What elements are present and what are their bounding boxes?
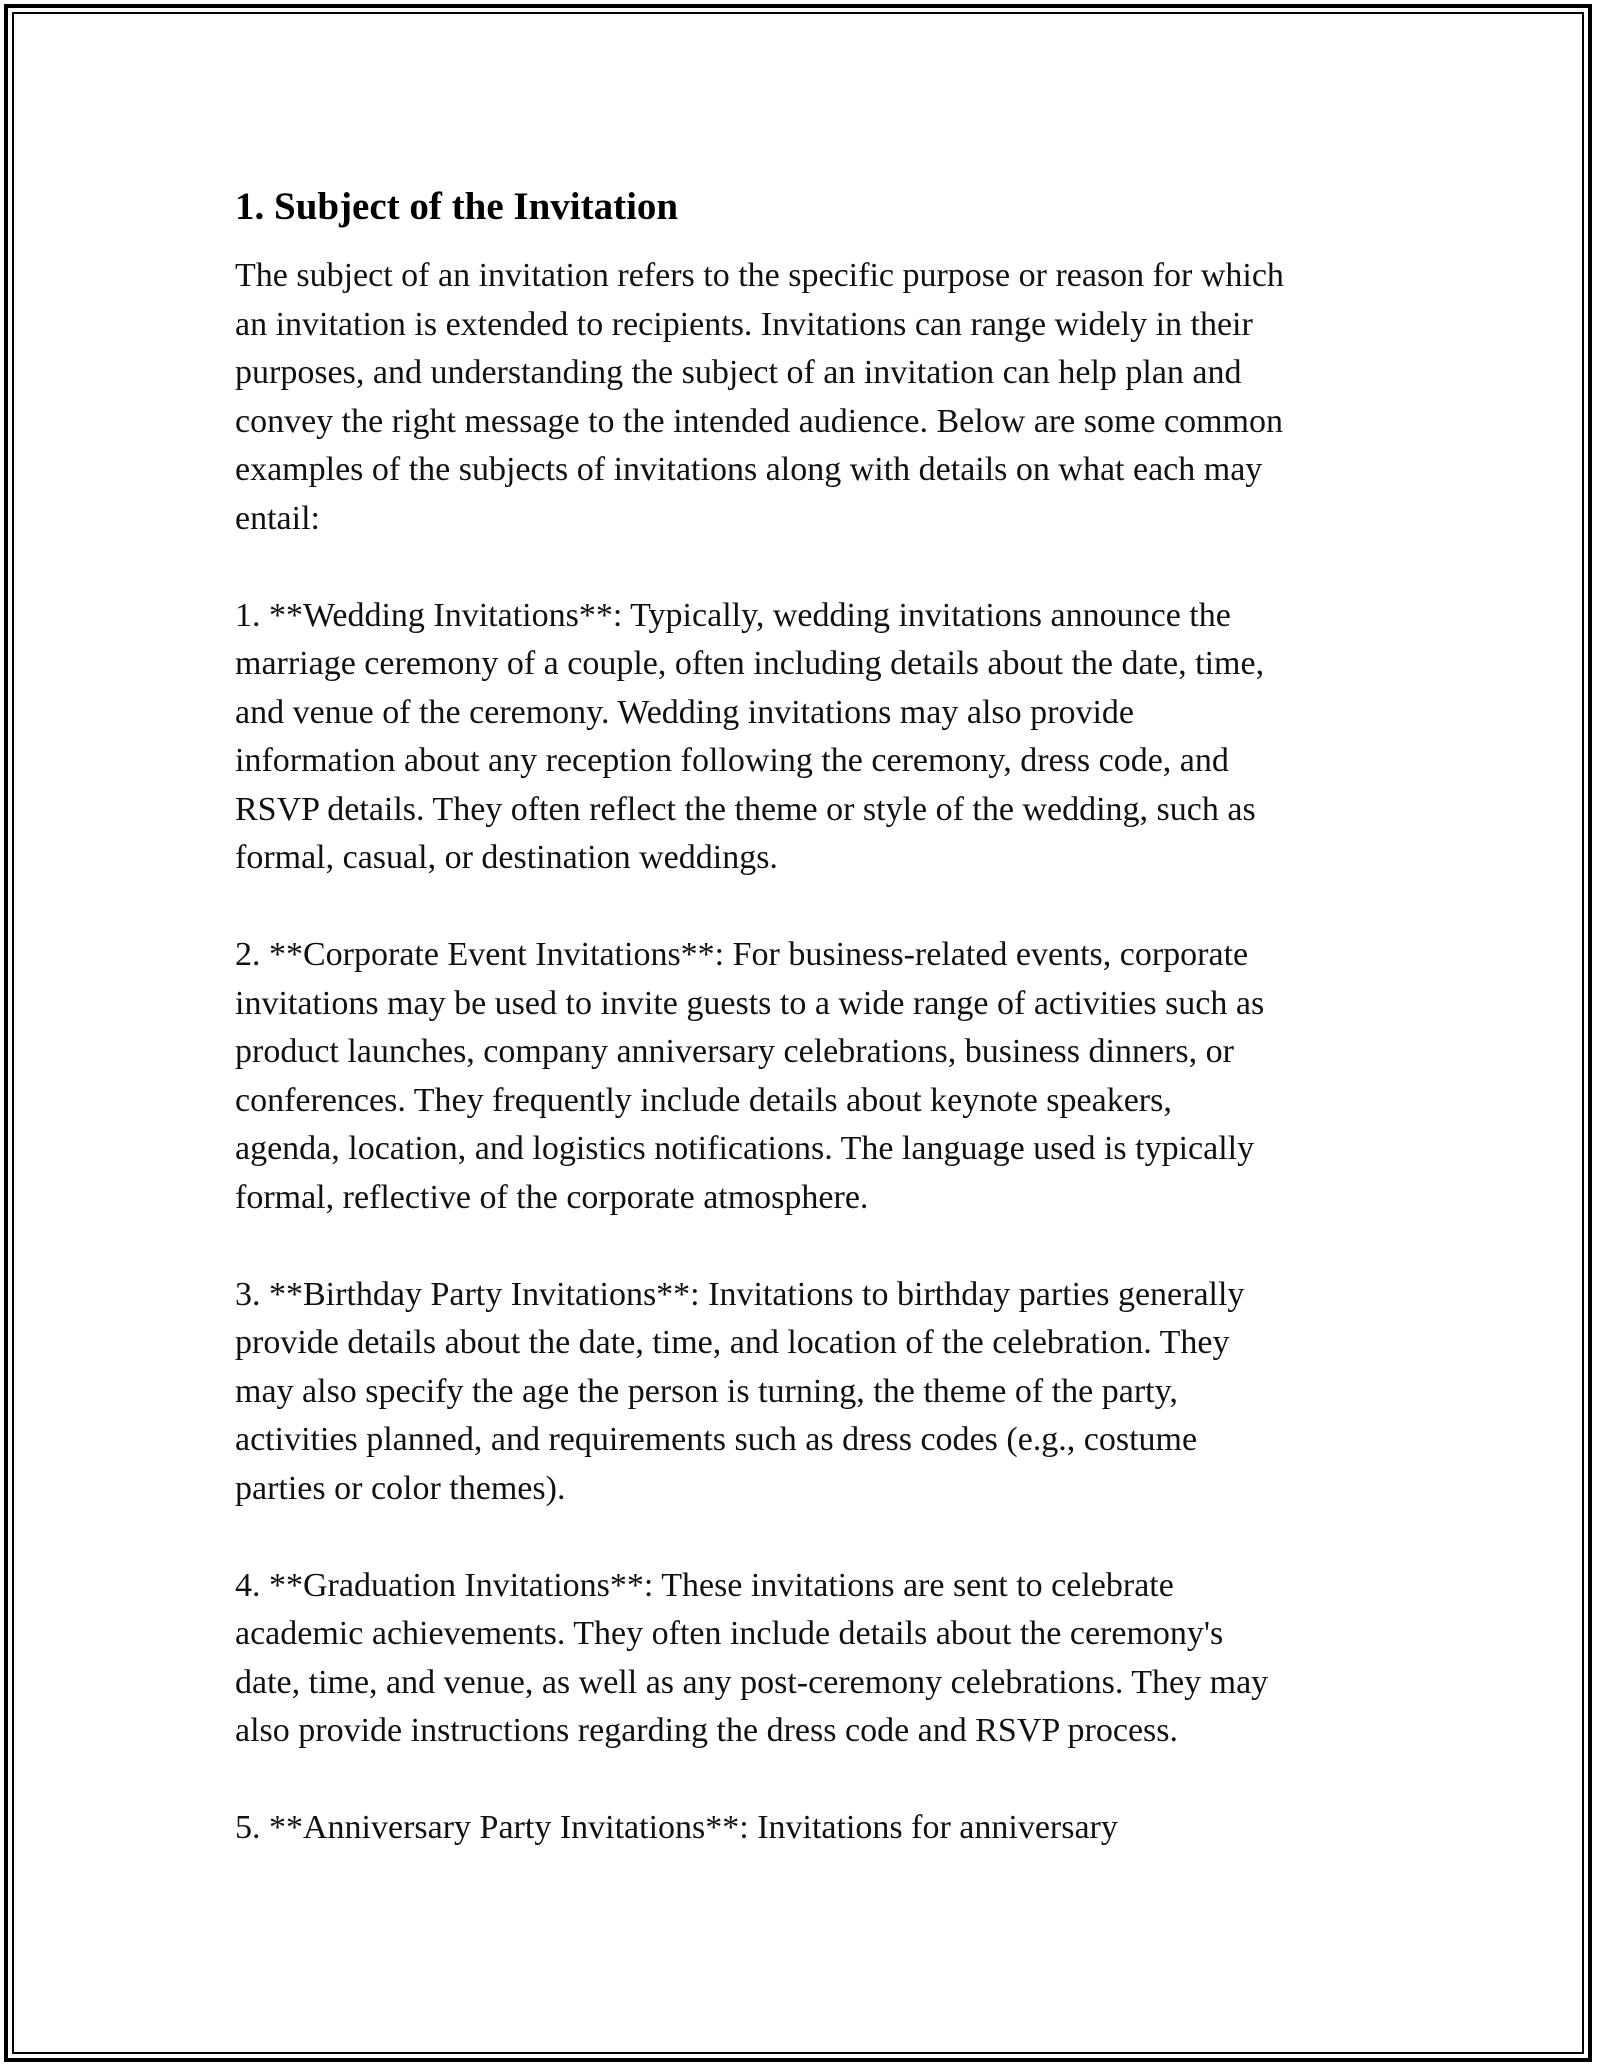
text-line: 4. **Graduation Invitations**: These invitations are sent to celebrate: [235, 1566, 1174, 1604]
text-line: convey the right message to the intended audience. Below are some common: [235, 402, 1284, 440]
text-line: academic achievements. They often include details about the ceremony's: [235, 1615, 1224, 1652]
text-line: invitations may be used to invite guests to a wide range of activities such as: [235, 984, 1265, 1022]
text-line: also provide instructions regarding the dress code and RSVP process.: [235, 1712, 1179, 1749]
text-line: parties or color themes).: [235, 1469, 566, 1507]
list-item-anniversary: [235, 1804, 1375, 1853]
text-line: agenda, location, and logistics notifications. The language used is typically: [235, 1130, 1255, 1167]
text-line: RSVP details. They often reflect the theme or style of the wedding, such as: [235, 790, 1256, 828]
text-line: product launches, company anniversary celebrations, business dinners, or: [235, 1033, 1234, 1070]
text-line: date, time, and venue, as well as any post-ceremony celebrations. They may: [235, 1663, 1269, 1701]
text-line: conferences. They frequently include details about keynote speakers,: [235, 1081, 1172, 1119]
text-line: formal, reflective of the corporate atmosphere.: [235, 1178, 869, 1216]
text-line: and venue of the ceremony. Wedding invitations may also provide: [235, 693, 1134, 731]
text-line: entail:: [235, 499, 320, 537]
text-line: information about any reception following the ceremony, dress code, and: [235, 742, 1229, 779]
list-item-birthday: [235, 1271, 1375, 1514]
text-line: examples of the subjects of invitations along with details on what each may: [235, 451, 1263, 488]
text-line: activities planned, and requirements such as dress codes (e.g., costume: [235, 1421, 1198, 1458]
section-heading: 1. Subject of the Invitation: [235, 185, 679, 228]
text-line: formal, casual, or destination weddings.: [235, 839, 778, 876]
text-line: purposes, and understanding the subject of an invitation can help plan and: [235, 354, 1242, 391]
text-line: marriage ceremony of a couple, often including details about the date, time,: [235, 645, 1265, 682]
text-line: 3. **Birthday Party Invitations**: Invitations to birthday parties generally: [235, 1275, 1245, 1313]
text-line: provide details about the date, time, and location of the celebration. They: [235, 1324, 1230, 1361]
text-line: may also specify the age the person is turning, the theme of the party,: [235, 1372, 1178, 1410]
list-item-wedding: [235, 592, 1375, 883]
document-body: [235, 180, 1375, 1901]
text-line: 2. **Corporate Event Invitations**: For business-related events, corporate: [235, 936, 1249, 973]
list-item-corporate: [235, 931, 1375, 1222]
text-line: an invitation is extended to recipients. Invitations can range widely in their: [235, 305, 1253, 343]
text-line: 5. **Anniversary Party Invitations**: Invitations for anniversary: [235, 1809, 1118, 1846]
text-line: 1. **Wedding Invitations**: Typically, wedding invitations announce the: [235, 596, 1231, 634]
intro-paragraph: [235, 252, 1375, 543]
list-item-graduation: [235, 1562, 1375, 1756]
text-line: The subject of an invitation refers to the specific purpose or reason for which: [235, 257, 1284, 294]
